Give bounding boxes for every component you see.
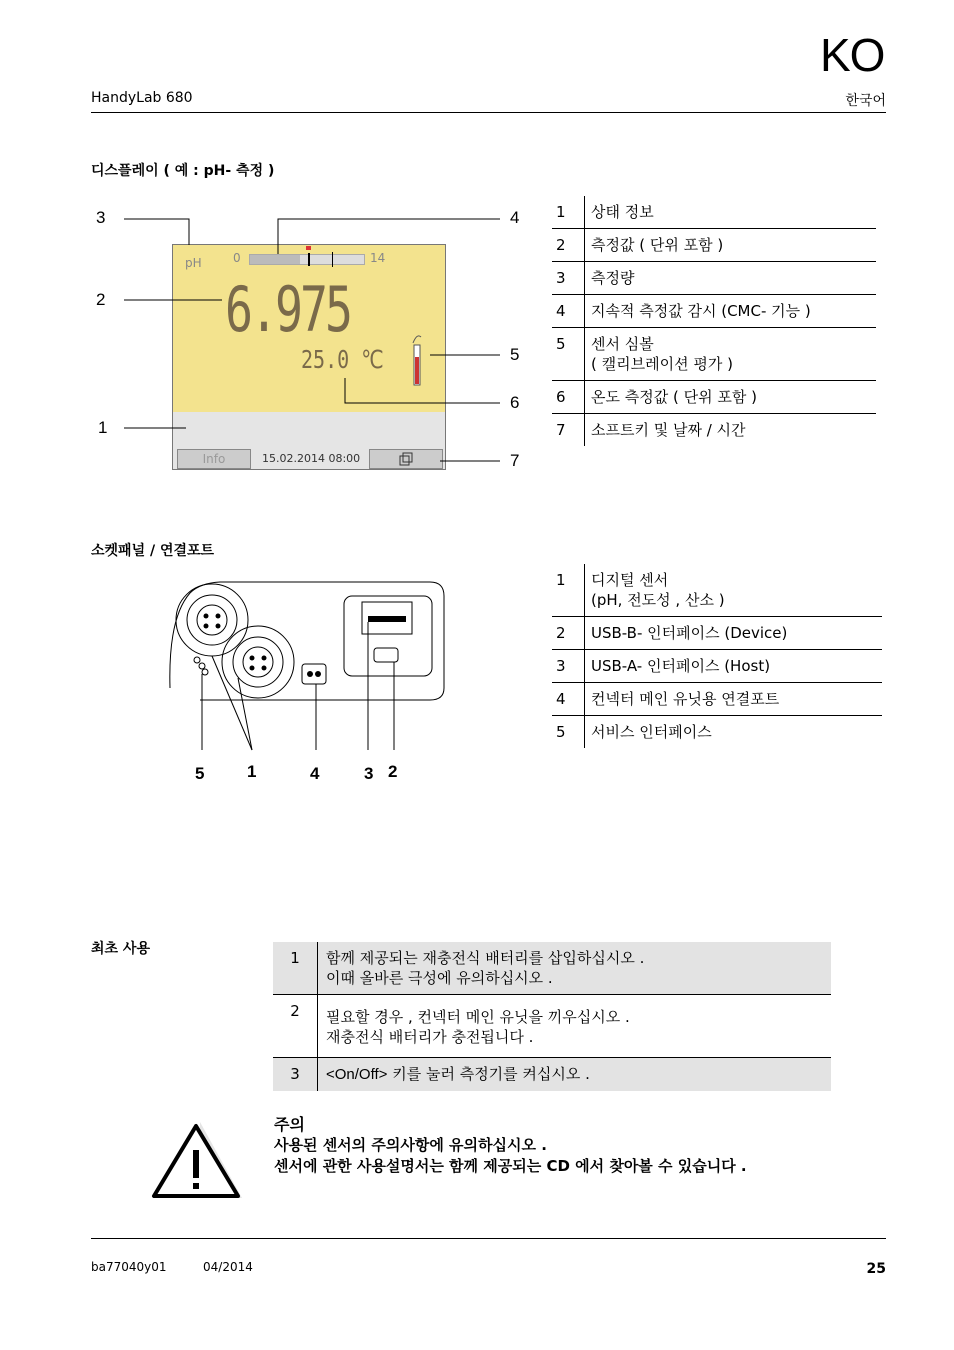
callout-6: 6 <box>510 393 520 412</box>
unit-label: pH <box>185 256 202 270</box>
step-row: 3 <On/Off> 키를 눌러 측정기를 켜십시오 . <box>273 1058 831 1092</box>
note-line: 센서에 관한 사용설명서는 함께 제공되는 CD 에서 찾아볼 수 있습니다 . <box>274 1157 747 1175</box>
softkey-info[interactable]: Info <box>177 449 251 469</box>
note-line: 사용된 센서의 주의사항에 유의하십시오 . <box>274 1136 547 1154</box>
step-row: 2 필요할 경우 , 컨넥터 메인 유닛을 끼우십시오 . 재충전식 배터리가 충전됩니다 . <box>273 995 831 1058</box>
socket-callout-1: 1 <box>247 762 257 781</box>
warning-triangle-icon <box>150 1120 242 1200</box>
datetime: 15.02.2014 08:00 <box>262 452 361 465</box>
socket-callout-5: 5 <box>195 764 205 783</box>
footer-rule <box>91 1238 886 1239</box>
legend-row: 6 온도 측정값 ( 단위 포함 ) <box>552 381 876 414</box>
step-row: 1 함께 제공되는 재충전식 배터리를 삽입하십시오 . 이때 올바른 극성에 유의하십시오 . <box>273 942 831 995</box>
note-heading: 주의 <box>274 1115 305 1134</box>
legend-row: 3 USB-A- 인터페이스 (Host) <box>552 650 882 683</box>
display-section-title: 디스플레이 ( 예 : pH- 측정 ) <box>91 163 275 179</box>
legend-row: 3 측정량 <box>552 262 876 295</box>
product-name: HandyLab 680 <box>91 90 193 106</box>
page-number: 25 <box>866 1261 886 1277</box>
legend-row: 5 서비스 인터페이스 <box>552 716 882 749</box>
scale-min: 0 <box>233 251 241 265</box>
language-code: KO <box>820 29 885 81</box>
socket-callout-3: 3 <box>364 764 374 783</box>
doc-id: ba77040y01 <box>91 1260 167 1274</box>
socket-legend-table <box>552 564 882 748</box>
onoff-key: <On/Off> <box>326 1066 388 1083</box>
socket-section-title: 소켓패널 / 연결포트 <box>91 543 215 559</box>
callout-2: 2 <box>96 290 106 309</box>
display-legend-table <box>552 196 876 446</box>
first-use-steps <box>273 942 831 1091</box>
legend-row: 7 소프트키 및 날짜 / 시간 <box>552 414 876 447</box>
legend-row: 2 측정값 ( 단위 포함 ) <box>552 229 876 262</box>
callout-1: 1 <box>98 418 108 437</box>
temperature-value: 25.0 ℃ <box>301 345 384 374</box>
legend-row: 1 디지털 센서 (pH, 전도성 , 산소 ) <box>552 564 882 617</box>
doc-date: 04/2014 <box>203 1260 253 1274</box>
legend-row: 4 지속적 측정값 감시 (CMC- 기능 ) <box>552 295 876 328</box>
measured-value: 6.975 <box>225 273 350 346</box>
callout-5: 5 <box>510 345 520 364</box>
callout-4: 4 <box>510 208 520 227</box>
legend-row: 4 컨넥터 메인 유닛용 연결포트 <box>552 683 882 716</box>
socket-callout-4: 4 <box>310 764 320 783</box>
legend-row: 5 센서 심볼 ( 캘리브레이션 평가 ) <box>552 328 876 381</box>
socket-callout-2: 2 <box>388 762 398 781</box>
callout-3: 3 <box>96 208 106 227</box>
language-name: 한국어 <box>845 93 886 109</box>
callout-7: 7 <box>510 451 520 470</box>
scale-max: 14 <box>370 251 386 265</box>
note-block <box>274 1114 747 1177</box>
socket-panel-drawing <box>160 578 460 758</box>
legend-row: 1 상태 정보 <box>552 196 876 229</box>
first-use-title: 최초 사용 <box>91 941 150 957</box>
legend-row: 2 USB-B- 인터페이스 (Device) <box>552 617 882 650</box>
